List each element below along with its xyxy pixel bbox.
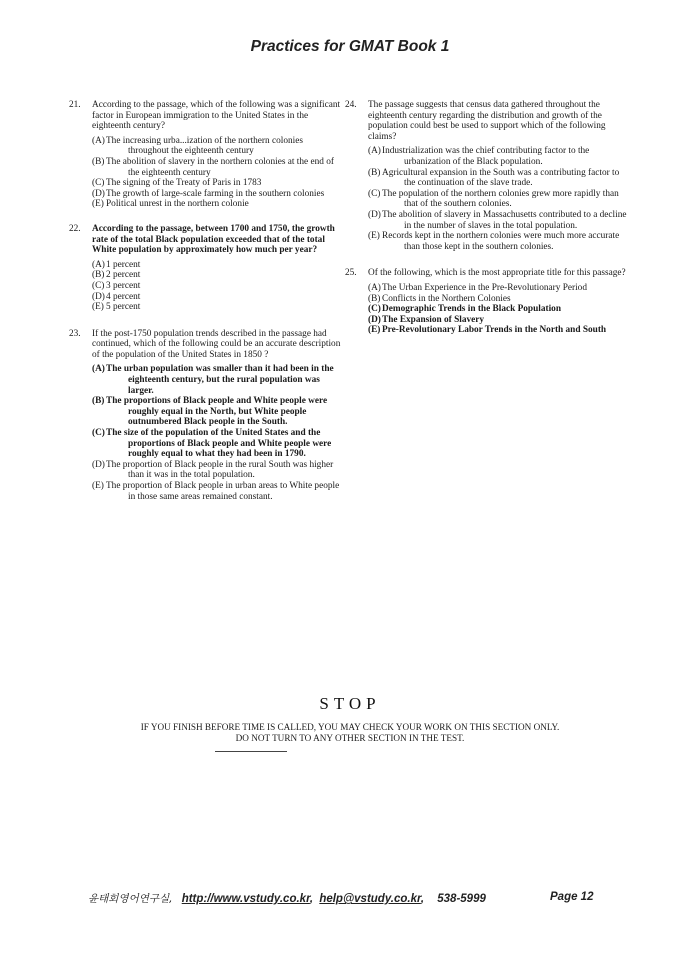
- right-column: [345, 100, 628, 349]
- option-label: (C): [92, 178, 105, 189]
- question-number: 21.: [69, 100, 81, 110]
- option-label: (C): [368, 188, 381, 199]
- answer-option[interactable]: [92, 270, 342, 281]
- option-text: The urban population was smaller than it had been in the eighteenth century, but the rural population was larger.: [106, 364, 334, 396]
- option-text: 5 percent: [106, 302, 141, 313]
- option-label: (E): [368, 231, 380, 242]
- answer-option[interactable]: [92, 396, 342, 428]
- option-label: (A): [92, 364, 105, 375]
- option-text: The signing of the Treaty of Paris in 1783: [106, 178, 262, 189]
- option-text: The Urban Experience in the Pre-Revolutionary Period: [382, 282, 587, 293]
- footer-phone: 538-5999: [437, 893, 486, 905]
- answer-option[interactable]: [368, 315, 628, 326]
- option-text: The growth of large-scale farming in the southern colonies: [106, 188, 325, 199]
- answer-option[interactable]: [368, 304, 628, 315]
- option-text: The abolition of slavery in the northern colonies at the end of the eighteenth century: [106, 156, 334, 178]
- answer-option[interactable]: [368, 189, 628, 210]
- answer-option[interactable]: [368, 325, 628, 336]
- option-text: The proportion of Black people in the rural South was higher than it was in the total population.: [106, 459, 334, 481]
- answer-option[interactable]: [92, 460, 342, 481]
- answer-option[interactable]: [92, 136, 342, 157]
- question-22: [69, 223, 342, 313]
- option-label: (C): [368, 304, 381, 315]
- question-21: [69, 100, 342, 210]
- option-text: The population of the northern colonies grew more rapidly than that of the southern colonies.: [382, 188, 619, 210]
- question-25: [345, 268, 628, 336]
- option-label: (B): [368, 293, 381, 304]
- question-number: 22.: [69, 223, 81, 234]
- option-label: (E): [92, 302, 104, 313]
- option-label: (C): [92, 428, 105, 439]
- option-text: The increasing urba...ization of the northern colonies throughout the eighteenth century: [106, 135, 303, 157]
- answer-option[interactable]: [92, 157, 342, 178]
- option-label: (D): [368, 209, 381, 220]
- answer-option[interactable]: [92, 292, 342, 303]
- answer-option[interactable]: [368, 168, 628, 189]
- page-header-title: Practices for GMAT Book 1: [250, 38, 450, 55]
- option-label: (D): [92, 459, 105, 470]
- option-label: (C): [92, 280, 105, 291]
- left-column: [69, 100, 342, 515]
- option-text: The abolition of slavery in Massachusetts contributed to a decline in the number of slaves in the total population.: [382, 209, 627, 231]
- divider-rule: [215, 751, 287, 752]
- question-stem: According to the passage, between 1700 and 1750, the growth rate of the total Black population exceeded that of the total White population by approximately how much per year?: [92, 223, 335, 256]
- stop-notice-line-1: IF YOU FINISH BEFORE TIME IS CALLED, YOU MAY CHECK YOUR WORK ON THIS SECTION ONLY.: [140, 722, 560, 732]
- answer-option[interactable]: [92, 302, 342, 313]
- option-label: (B): [92, 396, 105, 407]
- footer-org: 윤태회영어연구실,: [88, 893, 173, 905]
- answer-option[interactable]: [92, 481, 342, 502]
- answer-option[interactable]: [92, 189, 342, 200]
- answer-option[interactable]: [92, 199, 342, 210]
- option-text: Agricultural expansion in the South was a contributing factor to the continuation of the slave trade.: [382, 167, 620, 189]
- option-text: The size of the population of the United States and the proportions of Black people and White people were roughly equal to what they had been in 1790.: [106, 428, 332, 460]
- option-text: Conflicts in the Northern Colonies: [382, 293, 511, 304]
- question-number: 24.: [345, 100, 357, 110]
- question-23: [69, 328, 342, 503]
- stop-notice: [0, 722, 700, 744]
- page-number: Page 12: [550, 891, 594, 903]
- option-text: The proportions of Black people and White people were roughly equal in the North, but White people outnumbered Black people in the South.: [106, 396, 328, 428]
- option-label: (D): [368, 314, 381, 325]
- option-label: (E): [368, 325, 381, 336]
- option-label: (B): [368, 167, 381, 178]
- footer-url-link[interactable]: http://www.vstudy.co.kr: [181, 893, 310, 905]
- option-text: The proportion of Black people in urban areas to White people in those same areas remained constant.: [106, 481, 340, 502]
- option-label: (A): [92, 135, 105, 146]
- answer-option[interactable]: [92, 364, 342, 396]
- answer-option[interactable]: [368, 231, 628, 252]
- answer-option[interactable]: [92, 428, 342, 460]
- option-text: The Expansion of Slavery: [382, 314, 485, 325]
- option-text: 4 percent: [106, 291, 141, 302]
- answer-option[interactable]: [92, 281, 342, 292]
- question-stem: According to the passage, which of the following was a significant factor in European immigration to the United States in the eighteenth century?: [92, 100, 341, 132]
- answer-option[interactable]: [368, 146, 628, 167]
- option-label: (B): [92, 156, 105, 167]
- option-text: 3 percent: [106, 280, 141, 291]
- option-label: (D): [92, 188, 105, 199]
- question-number: 25.: [345, 268, 357, 279]
- question-24: [345, 100, 628, 252]
- option-text: Political unrest in the northern colonie: [106, 199, 249, 210]
- answer-option[interactable]: [368, 210, 628, 231]
- option-text: Demographic Trends in the Black Population: [382, 304, 561, 315]
- option-label: (E): [92, 199, 104, 210]
- answer-option[interactable]: [368, 294, 628, 305]
- option-label: (A): [368, 146, 381, 157]
- stop-notice-line-2: DO NOT TURN TO ANY OTHER SECTION IN THE TEST.: [235, 733, 465, 743]
- question-number: 23.: [69, 328, 81, 339]
- option-label: (D): [92, 291, 105, 302]
- option-text: 1 percent: [106, 259, 141, 270]
- option-text: 2 percent: [106, 270, 141, 281]
- question-stem: Of the following, which is the most appropriate title for this passage?: [368, 268, 626, 279]
- question-stem: If the post-1750 population trends described in the passage had continued, which of the following could be an accurate description of the population of the United States in 1850 ?: [92, 328, 341, 360]
- option-label: (A): [92, 259, 105, 270]
- page-footer: 윤태회영어연구실, http://www.vstudy.co.kr, help@vstudy.co.kr, 538-5999 Page 12: [88, 891, 594, 905]
- option-label: (E): [92, 481, 104, 491]
- option-label: (B): [92, 270, 105, 281]
- option-label: (A): [368, 282, 381, 293]
- stop-heading: STOP: [319, 694, 381, 713]
- option-text: Records kept in the northern colonies were much more accurate than those kept in the southern colonies.: [382, 231, 620, 252]
- answer-option[interactable]: [92, 178, 342, 189]
- answer-option[interactable]: [92, 260, 342, 271]
- footer-email-link[interactable]: help@vstudy.co.kr: [319, 893, 421, 905]
- option-text: Industrialization was the chief contributing factor to the urbanization of the Black population.: [382, 146, 590, 167]
- answer-option[interactable]: [368, 283, 628, 294]
- option-text: Pre-Revolutionary Labor Trends in the North and South: [382, 325, 607, 336]
- question-stem: The passage suggests that census data gathered throughout the eighteenth century regarding the distribution and growth of the population could best be used to support which of the following claims?: [368, 100, 606, 142]
